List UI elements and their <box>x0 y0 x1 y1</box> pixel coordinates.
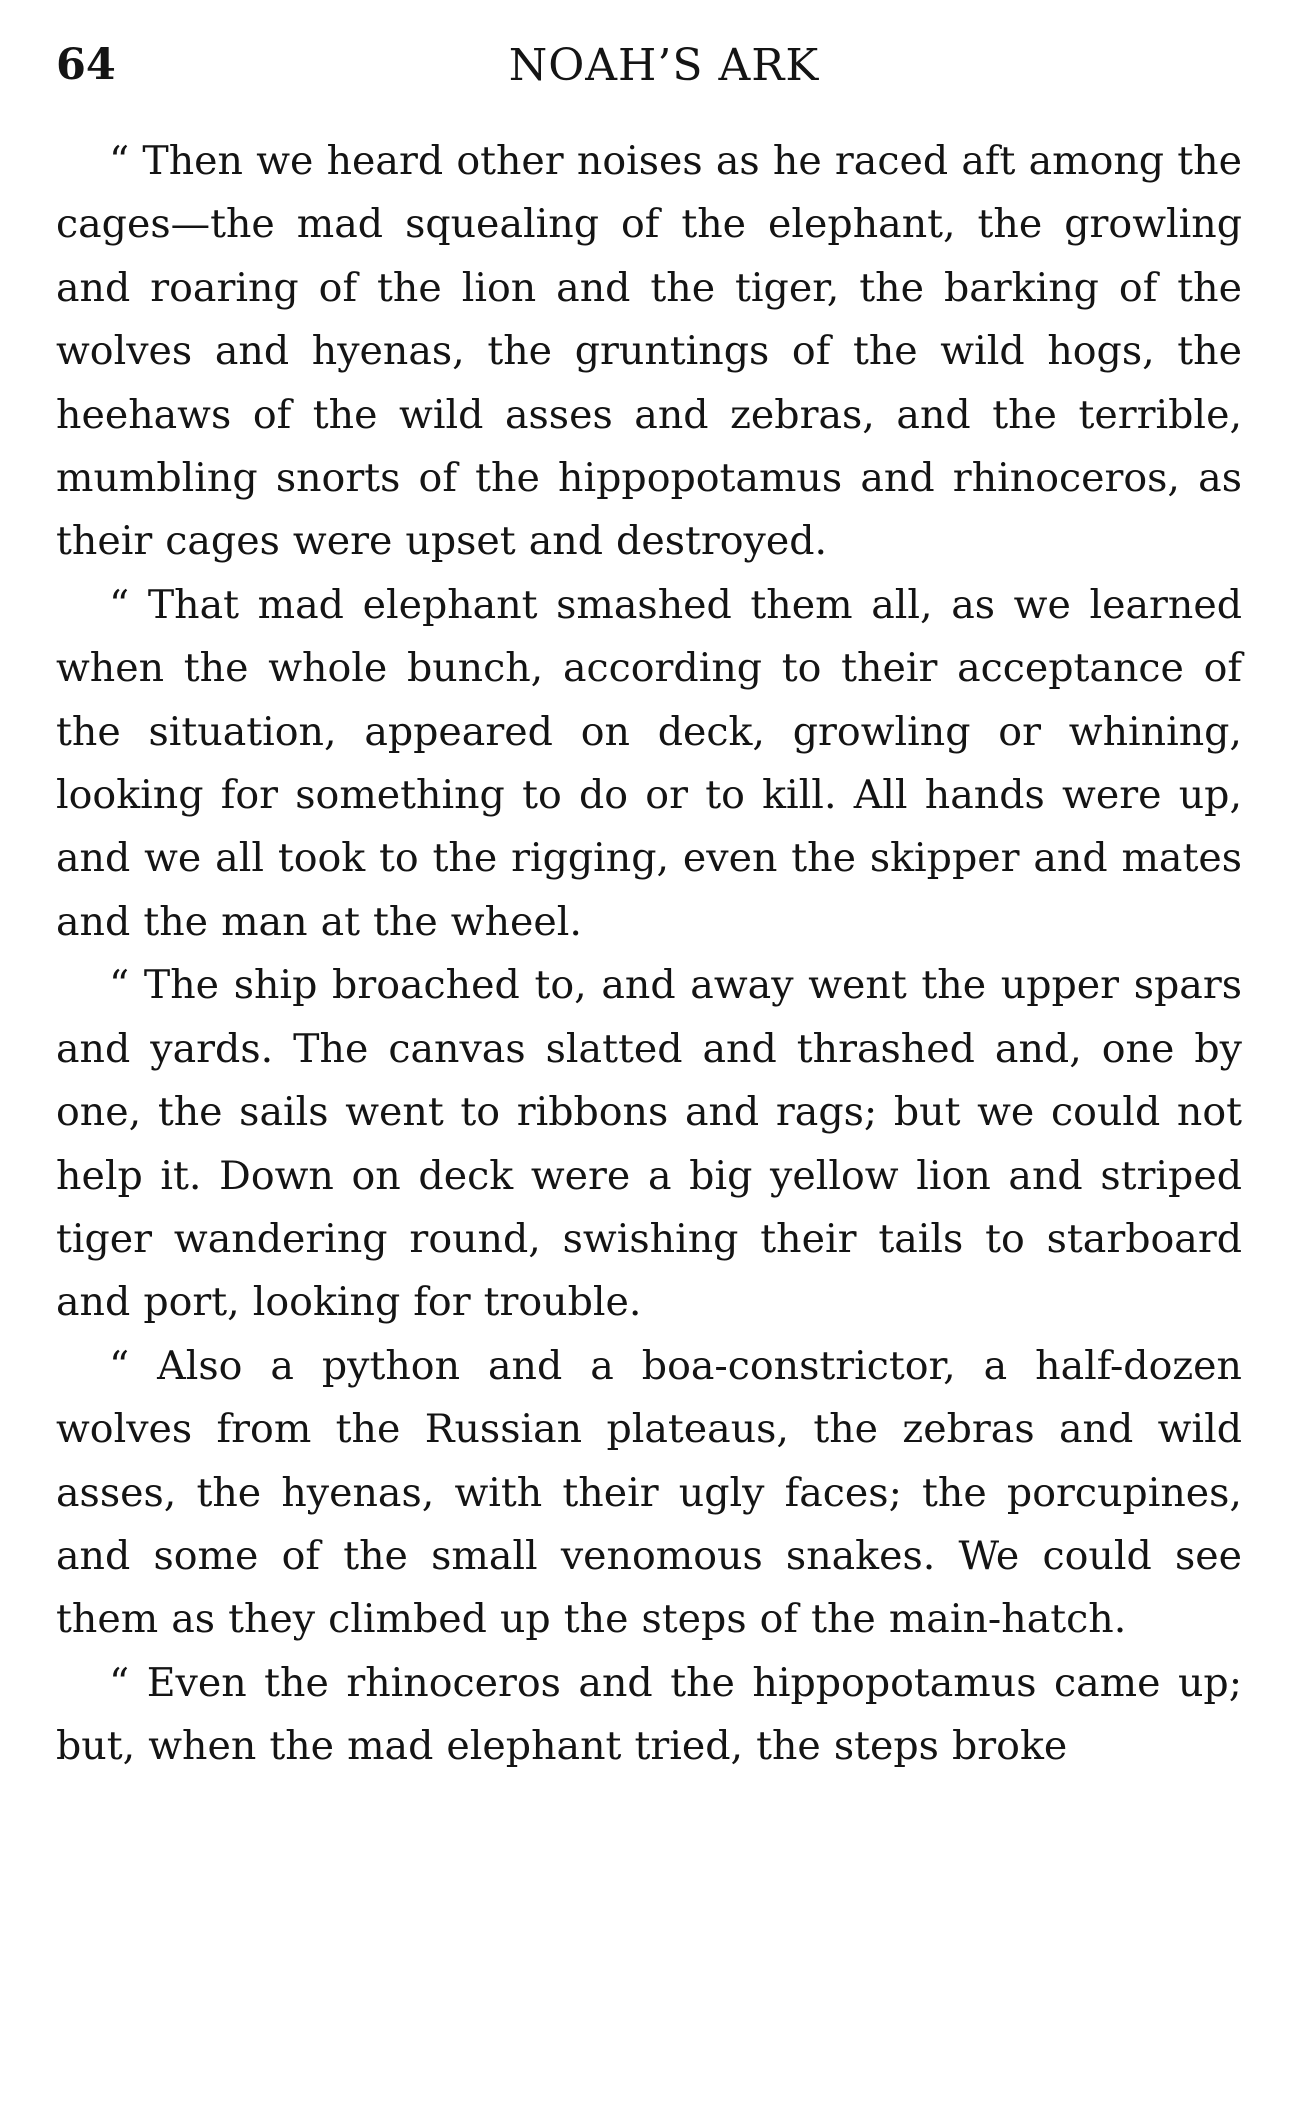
paragraph: “ Then we heard other noises as he raced aft among the cages—the mad squealing of the elephant, the growling and roaring of the lion and the tiger, the barking of the wolves and hyenas, the gruntings of the wild hogs, the heehaws of the wild asses and zebras, and the terrible, mumbling snorts of the hippopotamus and rhinoceros, as their cages were upset and destroyed. <box>56 138 1242 565</box>
paragraph: “ Also a python and a boa-constrictor, a half-dozen wolves from the Russian plateaus, the zebras and wild asses, the hyenas, with their ugly faces; the porcupines, and some of the small venomous snakes. We could see them as they climbed up the steps of the main-hatch. <box>56 1342 1242 1643</box>
paragraph: “ The ship broached to, and away went the upper spars and yards. The canvas slatted and thrashed and, one by one, the sails went to ribbons and rags; but we could not help it. Down on deck were a big yellow lion and striped tiger wandering round, swishing their tails to starboard and port, looking for trouble. <box>56 962 1242 1326</box>
book-page <box>56 40 1242 1779</box>
page-header <box>56 40 1242 106</box>
running-head: NOAH’S ARK <box>508 40 820 91</box>
paragraph: “ That mad elephant smashed them all, as we learned when the whole bunch, according to their acceptance of the situation, appeared on deck, growling or whining, looking for something to do or to kill. All hands were up, and we all took to the rigging, even the skipper and mates and the man at the wheel. <box>56 581 1242 945</box>
page-number: 64 <box>56 40 116 90</box>
paragraph: “ Even the rhinoceros and the hippopotamus came up; but, when the mad elephant tried, the steps broke <box>56 1659 1242 1770</box>
body-text <box>56 130 1242 1779</box>
